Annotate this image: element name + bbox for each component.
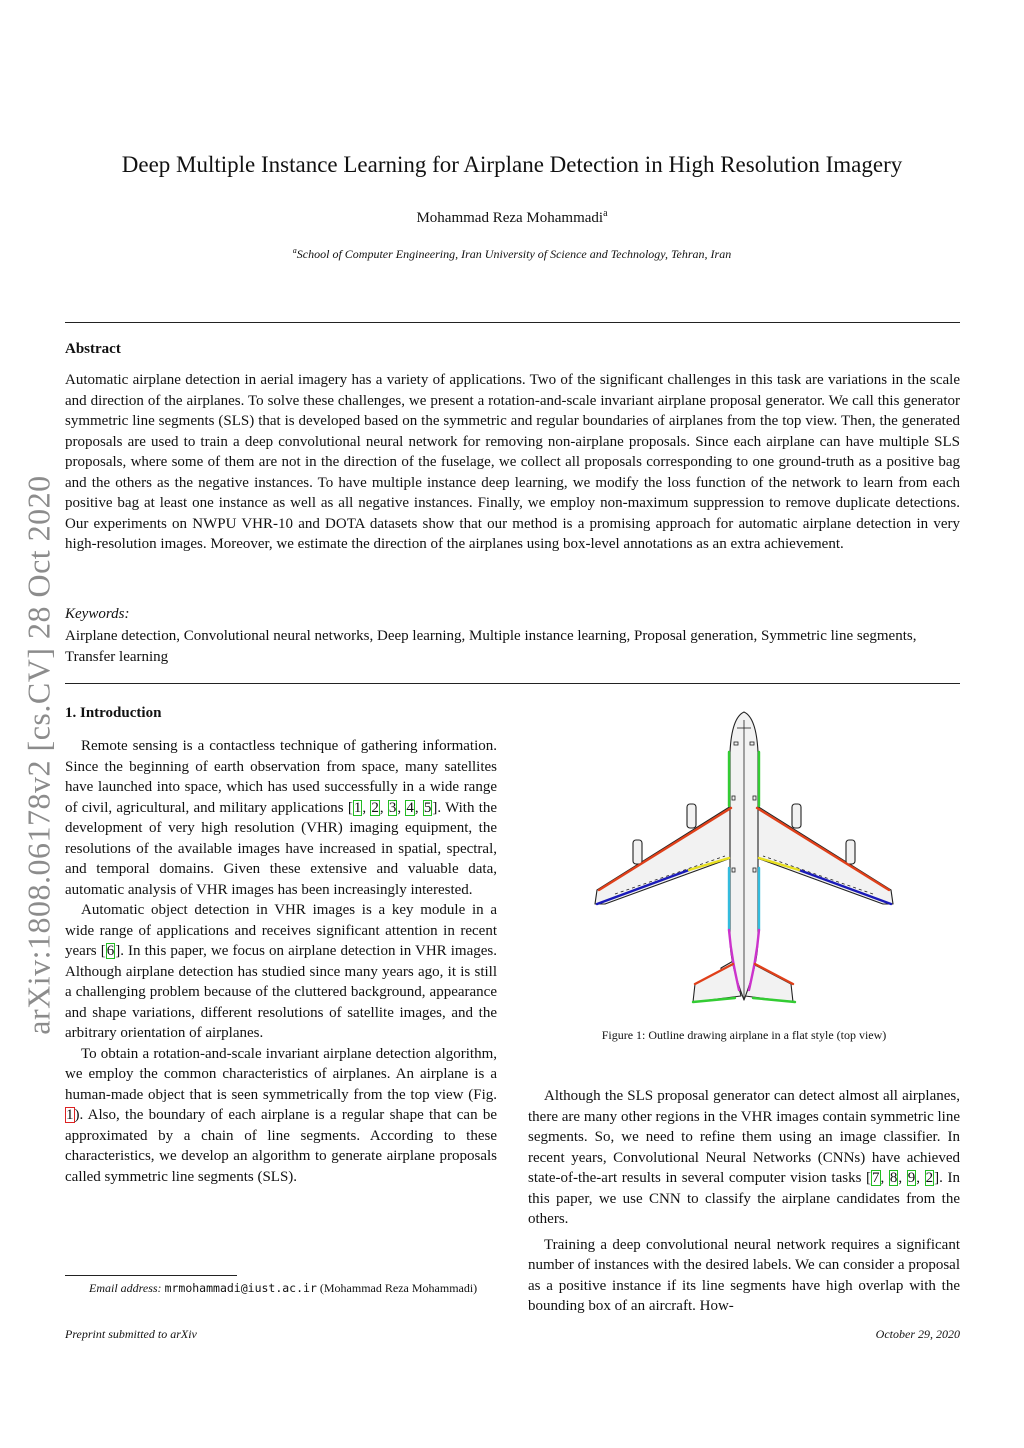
keywords-text: Airplane detection, Convolutional neural networks, Deep learning, Multiple instance learning, Proposal generation, Symmetric line segments, Transfer learning <box>65 628 917 665</box>
keywords-heading: Keywords: <box>65 606 130 622</box>
airplane-outline-figure <box>575 708 915 1008</box>
left-column <box>65 705 497 1187</box>
citation-link[interactable]: 1 <box>353 799 362 816</box>
paragraph-text: To obtain a rotation-and-scale invariant airplane detection algorithm, we employ the common characteristics of airplanes. An airplane is a human-made object that is seen symmetrically from the top view (Fig. <box>65 1045 497 1103</box>
right-outer-engine <box>846 840 855 864</box>
footnote-name: (Mohammad Reza Mohammadi) <box>319 1281 478 1295</box>
paragraph-text: Although the SLS proposal generator can detect almost all airplanes, there are many other regions in the VHR images contain symmetric line segments. So, we need to refine them using an image classifier. In recent years, Convolutional Neural Networks (CNNs) have achieved state-of-the-art results in several computer vision tasks [ <box>528 1088 960 1186</box>
footnote-label: Email address: <box>89 1281 162 1295</box>
footer-date: October 29, 2020 <box>875 1327 960 1341</box>
footnote <box>65 1280 497 1297</box>
intro-paragraph-2 <box>65 900 497 1044</box>
paragraph-text: ]. In this paper, we use CNN to classify the airplane candidates from the others. <box>528 1170 961 1227</box>
citation-link[interactable]: 7 <box>872 1170 880 1186</box>
intro-paragraph-5: Training a deep convolutional neural network requires a significant number of instances with the desired labels. We can consider a proposal as a positive instance if its line segments have high overlap with the bounding box of an aircraft. How- <box>528 1236 960 1314</box>
left-outer-engine <box>633 840 642 864</box>
intro-paragraph-4: Although the SLS proposal generator can detect almost all airplanes, there are many other regions in the VHR images contain symmetric line segments. So, we need to refine them using an image classifier. In recent years, Convolutional Neural Networks (CNNs) have achieved state-of-the-art results in several computer vision tasks [7, 8, 9, 2]. In this paper, we use CNN to classify the airplane candidates from the others. <box>528 1088 961 1227</box>
affiliation-line <box>0 246 1024 262</box>
paragraph-text: ]. With the development of very high resolution (VHR) imaging equipment, the resolutions of the available images have increased in spatial, spectral, and temporal domains. Given these extensive and valuable data, automatic analysis of VHR images has been increasingly interested. <box>65 799 498 898</box>
intro-paragraph-1: Remote sensing is a contactless technique of gathering information. Since the beginning of earth observation from space, many satellites have launched into space, which has used successfully in a wide range of civil, agricultural, and military applications [1, 2, 3, 4, 5]. With the development of very high resolution (VHR) imaging equipment, the resolutions of the available images have increased in spatial, spectral, and temporal domains. Given these extensive and valuable data, automatic analysis of VHR images has been increasingly interested. <box>65 738 498 898</box>
citation-link[interactable]: 6 <box>106 943 115 959</box>
citation-link[interactable]: 5 <box>423 799 432 816</box>
right-inner-engine <box>792 804 801 828</box>
citation-link[interactable]: 9 <box>907 1170 916 1186</box>
section-heading-introduction: 1. Introduction <box>65 705 162 721</box>
citation-link[interactable]: 4 <box>406 799 414 816</box>
arxiv-sidebar <box>14 450 64 1060</box>
top-rule <box>65 322 960 323</box>
figure-caption: Figure 1: Outline drawing airplane in a flat style (top view) <box>601 1028 887 1042</box>
paper-title: Deep Multiple Instance Learning for Airplane Detection in High Resolution Imagery <box>121 152 903 177</box>
citation-link[interactable]: 8 <box>889 1170 898 1186</box>
email-link[interactable]: mrmohammadi@iust.ac.ir <box>164 1281 317 1295</box>
left-inner-engine <box>687 804 696 828</box>
paragraph-text: ). Also, the boundary of each airplane is a regular shape that can be approximated by a chain of line segments. According to these characteristics, we develop an algorithm to generate airplane proposals called symmetric line segments (SLS). <box>65 1107 497 1185</box>
affiliation-superscript: a <box>292 246 297 255</box>
figure-reference-link[interactable]: 1 <box>66 1107 74 1123</box>
author-superscript: a <box>603 208 608 219</box>
paragraph-text: ]. In this paper, we focus on airplane detection in VHR images. Although airplane detection has studied since many years ago, it is still a challenging problem because of the cluttered background, appearance and shape variations, different resolutions of satellite images, and the arbitrary orientation of airplanes. <box>65 943 497 1041</box>
paragraph-text: Automatic object detection in VHR images is a key module in a wide range of applications and receives significant attention in recent years [ <box>65 902 497 959</box>
paragraph-text: Remote sensing is a contactless technique of gathering information. Since the beginning of earth observation from space, many satellites have launched into space, which has used successfully in a wide range of civil, agricultural, and military applications [ <box>65 738 497 816</box>
citation-link[interactable]: 3 <box>388 799 397 816</box>
author-name: Mohammad Reza Mohammadi <box>416 210 604 226</box>
footer-preprint-note: Preprint submitted to arXiv <box>65 1327 197 1341</box>
citation-link[interactable]: 2 <box>371 799 379 816</box>
footnote-rule <box>65 1275 237 1276</box>
abstract-bottom-rule <box>65 683 960 684</box>
intro-paragraph-3 <box>65 1044 497 1188</box>
abstract-text: Automatic airplane detection in aerial imagery has a variety of applications. Two of the significant challenges in this task are variations in the scale and direction of the airplanes. To solve these challenges, we present a rotation-and-scale invariant airplane proposal generator. We call this generator symmetric line segments (SLS) that is developed based on the symmetric and regular boundaries of airplanes from the top view. Then, the generated proposals are used to train a deep convolutional neural network for removing non-airplane proposals. Since each airplane can have multiple SLS proposals, where some of them are not in the direction of the fuselage, we collect all proposals corresponding to one ground-truth as a positive bag and the others as the negative instances. To have multiple instance deep learning, we modify the loss function of the network to learn from each positive bag at least one instance as well as all negative instances. Finally, we employ non-maximum suppression to remove duplicate detections. Our experiments on NWPU VHR-10 and DOTA datasets show that our method is a promising approach for automatic airplane detection in very high-resolution images. Moreover, we estimate the direction of the airplanes using box-level annotations as an extra achievement. <box>65 372 960 552</box>
arxiv-identifier[interactable]: arXiv:1808.06178v2 [cs.CV] 28 Oct 2020 <box>20 475 57 1035</box>
right-column <box>528 1086 960 1317</box>
author-line <box>0 208 1024 227</box>
abstract-heading: Abstract <box>65 341 121 357</box>
citation-link[interactable]: 2 <box>925 1170 934 1186</box>
affiliation: School of Computer Engineering, Iran University of Science and Technology, Tehran, Iran <box>296 247 732 261</box>
